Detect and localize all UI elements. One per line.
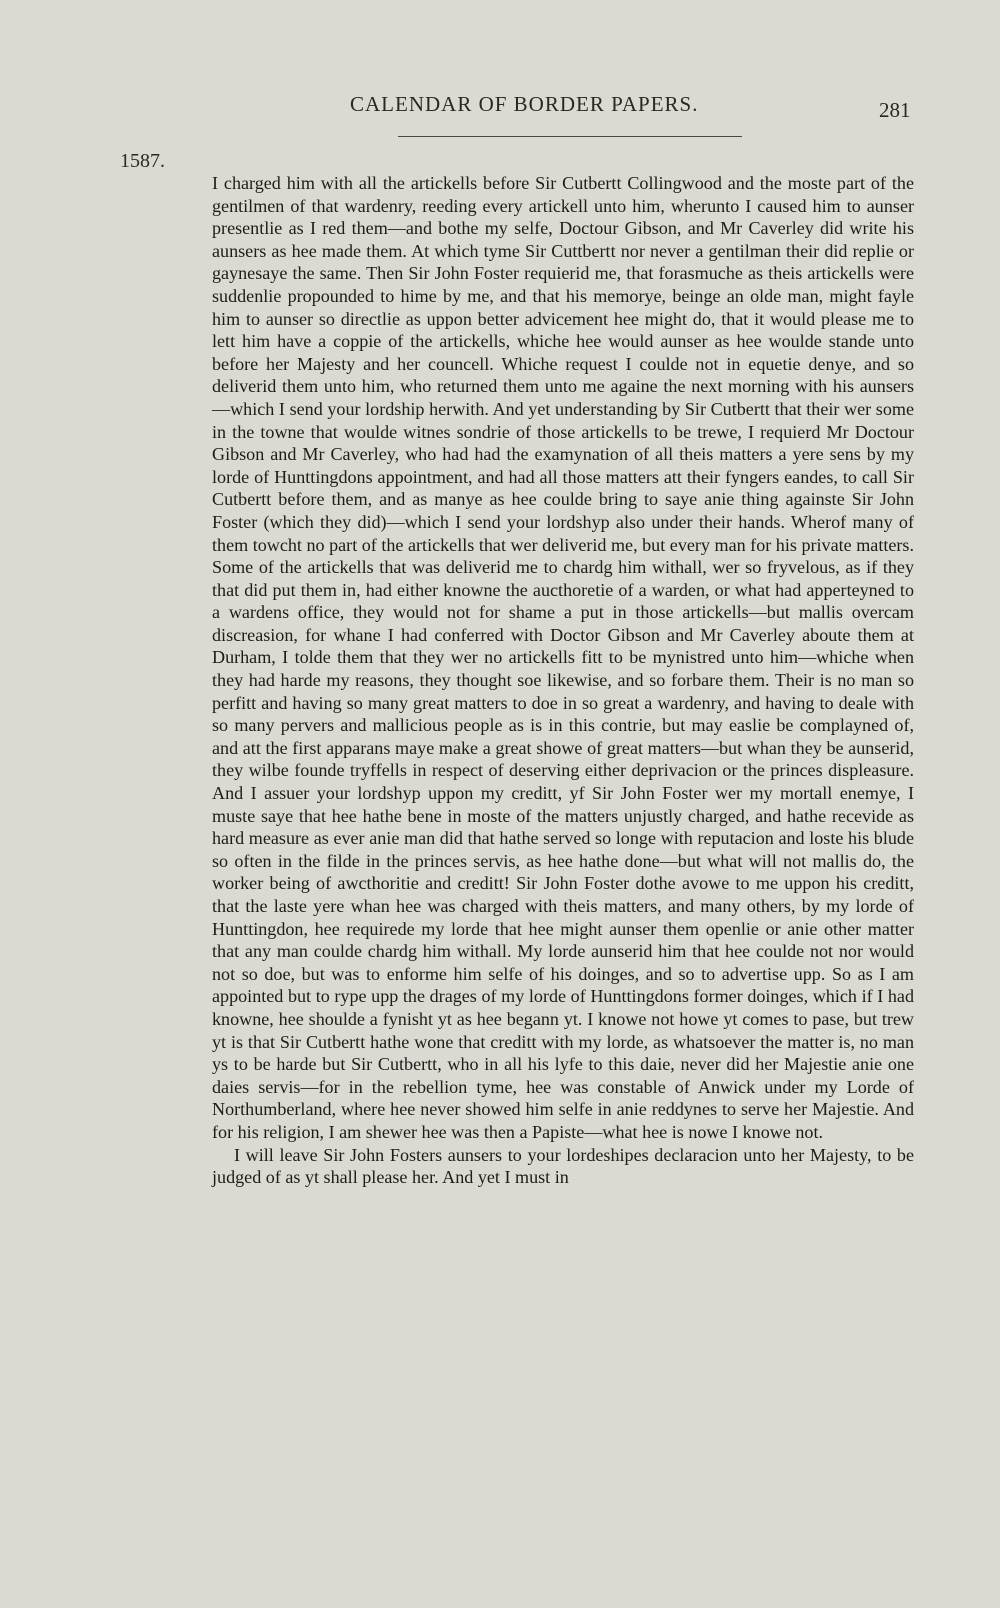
running-title: CALENDAR OF BORDER PAPERS.	[350, 92, 699, 116]
margin-year: 1587.	[120, 150, 165, 172]
body-text	[212, 172, 914, 1189]
body-paragraph: I will leave Sir John Fosters aunsers to your lordeshipes declaracion unto her Majesty, to be judged of as yt shall please her. And yet I must in	[212, 1144, 914, 1188]
header-rule	[398, 136, 742, 137]
body-paragraph: I charged him with all the artickells before Sir Cutbertt Collingwood and the moste part of the gentilmen of that wardenry, reeding every artickell unto him, wherunto I caused him to aunser presentlie as I red them—and bothe my selfe, Doctour Gibson, and Mr Caverley did write his aunsers as hee made them. At which tyme Sir Cuttbertt nor never a gentilman their did replie or gaynesaye the same. Then Sir John Foster requierid me, that forasmuche as theis artickells were suddenlie propounded to hime by me, and that his memorye, beinge an olde man, might fayle him to aunser so directlie as uppon better advicement hee might do, that it would please me to lett him have a coppie of the artickells, whiche hee would aunser as hee woulde stande unto before her Majesty and her councell. Whiche request I coulde not in equetie denye, and so deliverid them unto him, who returned them unto me againe the next morning with his aunsers—which I send your lordship herwith. And yet understanding by Sir Cutbertt that their wer some in the towne that woulde witnes sondrie of those artickells to be trewe, I requierd Mr Doctour Gibson and Mr Caverley, who had had the examynation of all theis matters a yere sens by my lorde of Hunttingdons appointment, and had all those matters att their fyngers eandes, to call Sir Cutbertt before them, and as manye as hee coulde bring to saye anie thing againste Sir John Foster (which they did)—which I send your lordshyp also under their hands. Wherof many of them towcht no part of the artickells that wer deliverid me, but every man for his private matters. Some of the artickells that was deliverid me to chardg him withall, wer so fryvelous, as if they that did put them in, had either knowne the aucthoretie of a warden, or what had apperteyned to a wardens office, they would not for shame a put in those artickells—but mallis overcam discreasion, for whane I had conferred with Doctor Gibson and Mr Caverley aboute them at Durham, I tolde them that they wer no artickells fitt to be mynistred unto him—whiche when they had harde my reasons, they thought soe likewise, and so forbare them. Their is no man so perfitt and having so many great matters to doe in so great a wardenry, and having to deale with so many pervers and mallicious people as is in this contrie, but may easlie be complayned of, and att the first apparans maye make a great showe of great matters—but whan they be aunserid, they wilbe founde tryffells in respect of deserving either deprivacion or the princes displeasure. And I assuer your lordshyp uppon my creditt, yf Sir John Foster wer my mortall enemye, I muste saye that hee hathe bene in moste of the matters unjustly charged, and hathe recevide as hard measure as ever anie man did that hathe served so longe with reputacion and loste his blude so often in the filde in the princes servis, as hee hathe done—but what will not mallis do, the worker being of awcthoritie and creditt! Sir John Foster dothe avowe to me uppon his creditt, that the laste yere whan hee was charged with theis matters, and many others, by my lorde of Hunttingdon, hee requirede my lorde that hee might aunser them openlie or anie other matter that any man coulde chardg him withall. My lorde aunserid him that hee coulde not nor would not so doe, but was to enforme him selfe of his doinges, and so to advertise upp. So as I am appointed but to rype upp the drages of my lorde of Hunttingdons former doinges, which if I had knowne, hee shoulde a fynisht yt as hee begann yt. I knowe not howe yt comes to pase, but trew yt is that Sir Cutbertt hathe wone that creditt with my lorde, as whatsoever the matter is, no man ys to be harde but Sir Cutbertt, who in all his lyfe to this daie, never did her Majestie anie one daies servis—for in the rebellion tyme, hee was constable of Anwick under my Lorde of Northumberland, where hee never showed him selfe in anie reddynes to serve her Majestie. And for his religion, I am shewer hee was then a Papiste—what hee is nowe I knowe not.	[212, 173, 914, 1142]
page-number: 281	[879, 98, 911, 122]
